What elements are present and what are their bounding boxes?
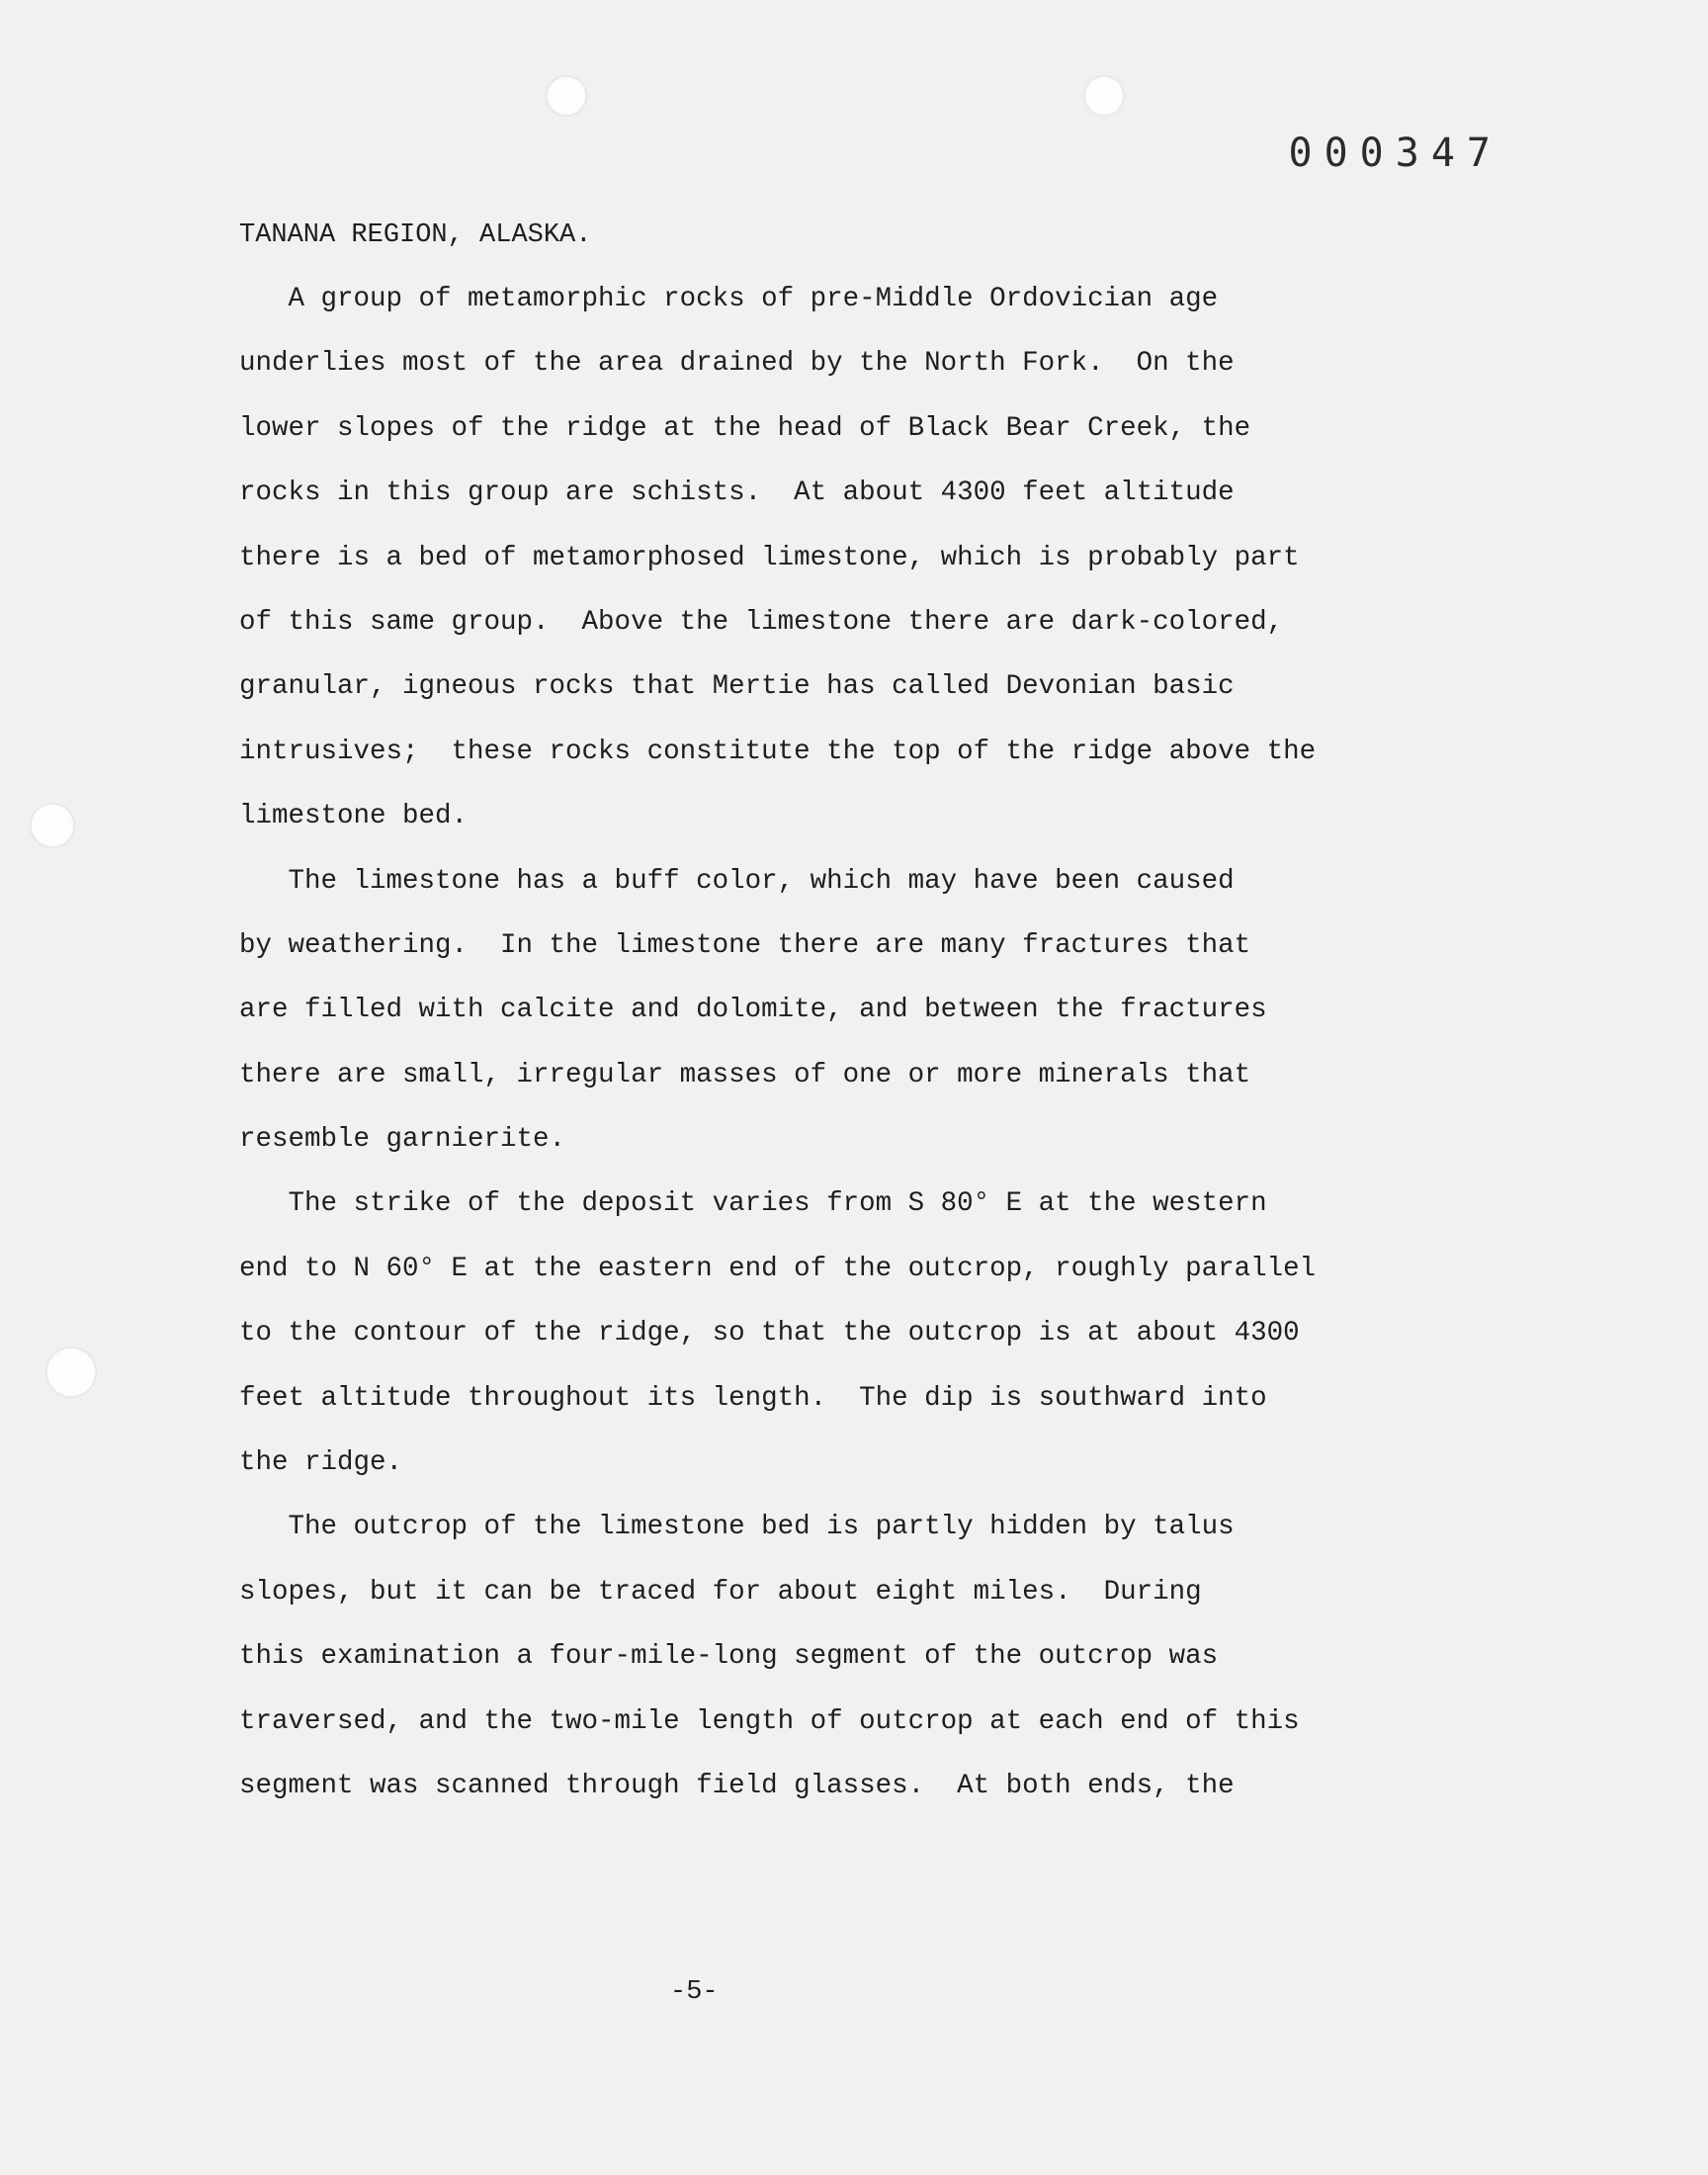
text-line: underlies most of the area drained by the North Fork. On the (239, 348, 1235, 380)
text-line: the ridge. (239, 1447, 403, 1479)
text-line: there is a bed of metamorphosed limestone, which is probably part (239, 542, 1300, 573)
text-line: lower slopes of the ridge at the head of Black Bear Creek, the (239, 412, 1251, 444)
text-line: The strike of the deposit varies from S 80° E at the western (239, 1188, 1267, 1220)
text-line: segment was scanned through field glasses. At both ends, the (239, 1770, 1235, 1801)
text-line: to the contour of the ridge, so that the outcrop is at about 4300 (239, 1318, 1300, 1349)
text-line: limestone bed. (239, 801, 469, 832)
text-line: granular, igneous rocks that Mertie has called Devonian basic (239, 671, 1235, 703)
text-line: by weathering. In the limestone there are many fractures that (239, 929, 1251, 961)
text-line: The outcrop of the limestone bed is partly hidden by talus (239, 1512, 1235, 1543)
text-line: are filled with calcite and dolomite, and between the fractures (239, 995, 1267, 1026)
text-line: intrusives; these rocks constitute the top of the ridge above the (239, 736, 1317, 767)
page-number: -5- (670, 1977, 719, 2007)
punch-hole-top-left (546, 75, 587, 117)
text-line: of this same group. Above the limestone there are dark-colored, (239, 606, 1284, 638)
document-number: 000347 (1288, 130, 1502, 176)
document-title: TANANA REGION, ALASKA. (239, 220, 592, 250)
text-line: The limestone has a buff color, which may have been caused (239, 865, 1235, 897)
punch-hole-left-lower (45, 1347, 97, 1398)
text-line: traversed, and the two-mile length of outcrop at each end of this (239, 1705, 1300, 1737)
text-line: there are small, irregular masses of one or more minerals that (239, 1059, 1251, 1090)
text-line: A group of metamorphic rocks of pre-Middle Ordovician age (239, 284, 1219, 314)
text-line: this examination a four-mile-long segment of the outcrop was (239, 1641, 1219, 1673)
text-line: feet altitude throughout its length. The dip is southward into (239, 1382, 1267, 1414)
text-line: end to N 60° E at the eastern end of the outcrop, roughly parallel (239, 1253, 1317, 1284)
punch-hole-left-upper (30, 803, 75, 848)
text-line: slopes, but it can be traced for about eight miles. During (239, 1576, 1202, 1608)
text-line: rocks in this group are schists. At about 4300 feet altitude (239, 478, 1235, 509)
punch-hole-top-right (1083, 75, 1125, 117)
body-text (239, 267, 1425, 1818)
text-line: resemble garnierite. (239, 1124, 566, 1156)
